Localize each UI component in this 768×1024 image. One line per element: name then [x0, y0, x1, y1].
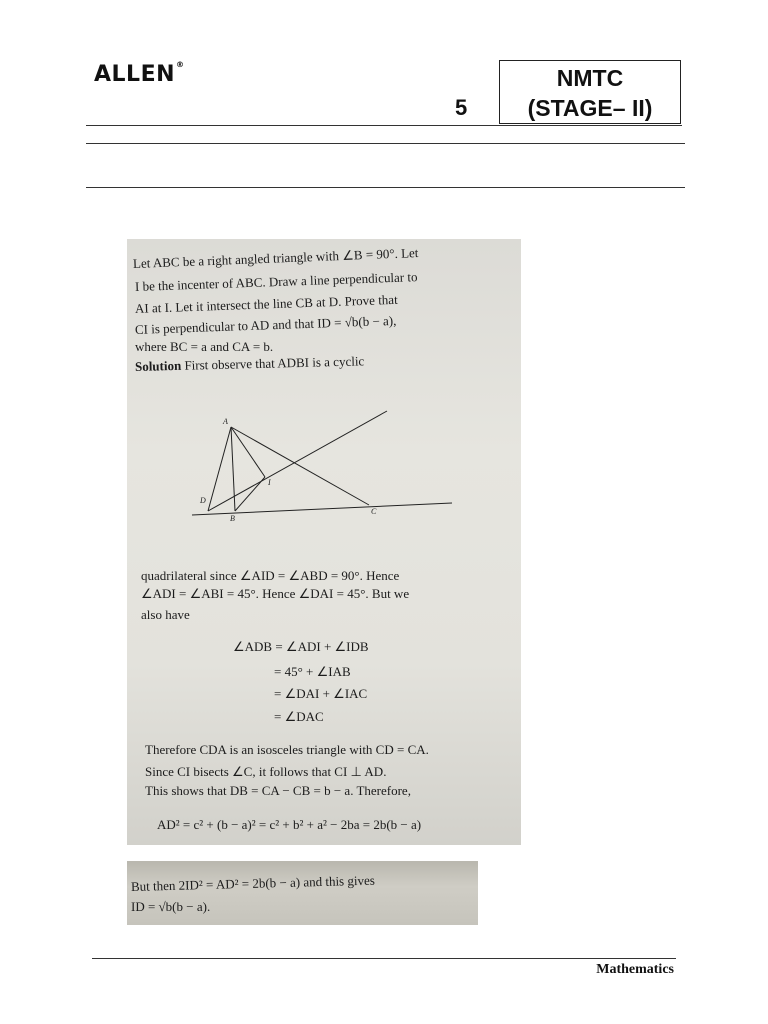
continuation-photo	[127, 861, 478, 925]
equation-2: = 45° + ∠IAB	[274, 664, 351, 679]
problem-line-1: Let ABC be a right angled triangle with ∠B = 90°. Let	[132, 245, 419, 271]
problem-line-4: CI is perpendicular to AD and that ID = √b(b − a),	[134, 312, 397, 337]
label-d: D	[200, 496, 206, 505]
equation-1: ∠ADB = ∠ADI + ∠IDB	[233, 639, 369, 654]
solution-intro-text: First observe that ADBI is a cyclic	[184, 353, 365, 373]
footer-rule	[92, 958, 676, 959]
exam-title-box	[499, 60, 681, 124]
problem-line-5: where BC = a and CA = b.	[135, 339, 274, 354]
footer-subject: Mathematics	[596, 962, 674, 977]
solution-intro-line	[135, 353, 365, 375]
section-rule-top	[86, 143, 685, 144]
equation-5: AD² = c² + (b − a)² = c² + b² + a² − 2ba = 2b(b − a)	[157, 817, 422, 832]
solution-line-5: Since CI bisects ∠C, it follows that CI ⊥ AD.	[145, 764, 387, 779]
logo-text: ALLEN	[94, 62, 176, 87]
segment-ac	[231, 427, 369, 505]
header-rule	[86, 125, 682, 126]
solution-label: Solution	[134, 357, 182, 374]
solution-line-4: Therefore CDA is an isosceles triangle with CD = CA.	[145, 742, 429, 757]
label-a: A	[223, 417, 228, 426]
label-c: C	[371, 507, 377, 516]
solution-line-2: ∠ADI = ∠ABI = 45°. Hence ∠DAI = 45°. But we	[141, 586, 410, 601]
textbook-photo	[127, 239, 521, 845]
segment-ai	[231, 427, 265, 477]
segment-ab	[231, 427, 235, 511]
page-number: 5	[455, 95, 468, 120]
label-b: B	[230, 514, 235, 523]
continuation-line-2: ID = √b(b − a).	[131, 899, 211, 914]
solution-line-1: quadrilateral since ∠AID = ∠ABD = 90°. Hence	[141, 568, 400, 583]
problem-line-3: AI at I. Let it intersect the line CB at D. Prove that	[134, 291, 398, 316]
exam-title-line1: NMTC	[556, 65, 624, 91]
triangle-figure	[187, 409, 467, 529]
solution-line-3: also have	[141, 607, 190, 622]
continuation-line-1: But then 2ID² = AD² = 2b(b − a) and this gives	[130, 872, 376, 894]
equation-3: = ∠DAI + ∠IAC	[274, 686, 368, 701]
registered-mark: ®	[176, 60, 185, 69]
solution-line-6: This shows that DB = CA − CB = b − a. Therefore,	[145, 783, 411, 798]
perpendicular-line	[208, 411, 387, 511]
segment-ad	[208, 427, 231, 511]
allen-logo	[94, 62, 185, 87]
label-i: I	[268, 478, 271, 487]
problem-line-2: I be the incenter of ABC. Draw a line perpendicular to	[134, 269, 418, 294]
equation-4: = ∠DAC	[274, 709, 324, 724]
section-rule-bottom	[86, 187, 685, 188]
exam-title-line2: (STAGE– II)	[527, 95, 653, 121]
